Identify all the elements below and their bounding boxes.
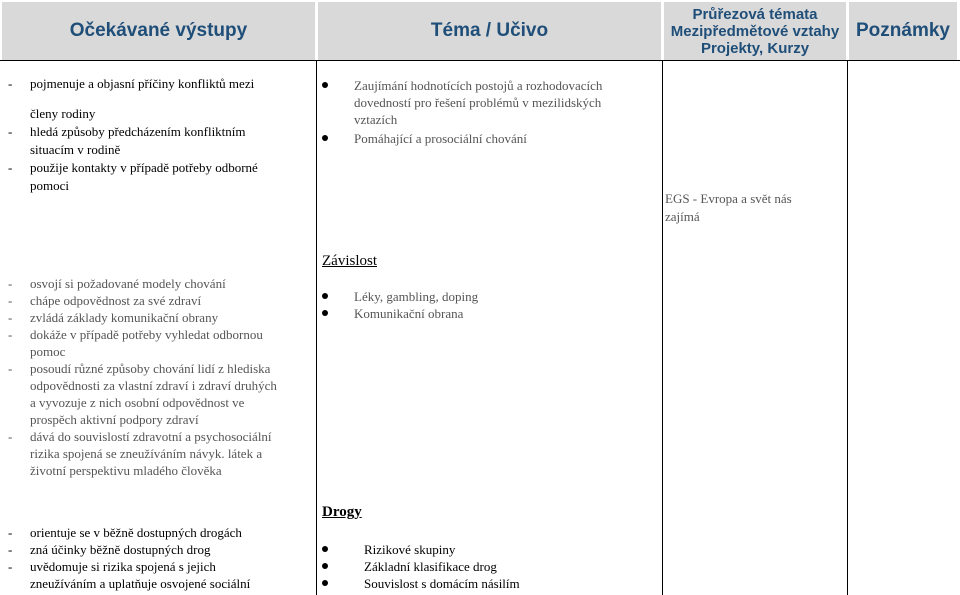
list-item: - pojmenuje a objasní příčiny konfliktů mezi (8, 76, 255, 91)
header-topic (318, 2, 661, 60)
list-item: zneužíváním a uplatňuje osvojené sociální (30, 576, 251, 591)
header-col4-label: Poznámky (856, 20, 950, 41)
header-col2-label: Téma / Učivo (430, 20, 549, 41)
bullet-icon (322, 546, 328, 552)
bullet-icon (322, 563, 328, 569)
list-item: Základní klasifikace drog (322, 558, 667, 575)
header-expected-outcomes (2, 2, 315, 60)
list-item: Souvislost s domácím násilím (322, 575, 667, 592)
section3-outcomes (8, 524, 308, 592)
list-item: - uvědomuje si rizika spojená s jejich (8, 559, 216, 574)
list-item: - použije kontakty v případě potřeby odborné (8, 160, 258, 175)
header-col3-line2: Mezipředmětové vztahy (670, 22, 840, 40)
header-notes (849, 2, 957, 60)
bullet-icon (322, 310, 328, 316)
header-col1-label: Očekávané výstupy (69, 20, 248, 41)
bullet-icon (322, 82, 328, 88)
section2-topics (322, 288, 667, 322)
list-item: rizika spojená se zneužíváním návyk. látek a (30, 446, 263, 461)
section1-outcomes (8, 75, 308, 195)
bullet-icon (322, 135, 328, 141)
section2-outcomes (8, 275, 308, 479)
list-item: - osvojí si požadované modely chování (8, 276, 226, 291)
list-item: Komunikační obrana (322, 305, 667, 322)
list-item: situacím v rodině (30, 142, 121, 157)
list-item: - dává do souvislostí zdravotní a psychosociální (8, 429, 272, 444)
list-item: - dokáže v případě potřeby vyhledat odbornou (8, 327, 263, 342)
list-item: pomoci (30, 178, 69, 193)
list-item: členy rodiny (30, 106, 96, 121)
list-item: odpovědnosti za vlastní zdraví i zdraví druhých (30, 378, 277, 393)
column-divider-3 (847, 60, 848, 595)
list-item: Rizikové skupiny (322, 541, 667, 558)
list-item: prospěch aktivní podpory zdraví (30, 412, 199, 427)
list-item: - hledá způsoby předcházením konfliktním (8, 124, 246, 139)
list-item: a vyvozuje z nich osobní odpovědnost ve (30, 395, 245, 410)
list-item: Zaujímání hodnotících postojů a rozhodovacích dovedností pro řešení problémů v mezilidských vztazích (322, 77, 667, 128)
list-item: pomoc (30, 344, 66, 359)
list-item: - chápe odpovědnost za své zdraví (8, 293, 202, 308)
section1-topics (322, 77, 667, 147)
crosscutting-note: EGS - Evropa a svět nás zajímá (665, 191, 792, 224)
header-divider (0, 60, 960, 61)
list-item: - orientuje se v běžně dostupných drogách (8, 525, 242, 540)
header-col3-line1: Průřezová témata (692, 5, 818, 23)
header-col3-line3: Projekty, Kurzy (700, 39, 810, 57)
list-item: Pomáhající a prosociální chování (322, 130, 667, 147)
column-divider-1 (316, 60, 317, 595)
list-item: Léky, gambling, doping (322, 288, 667, 305)
list-item: - posoudí různé způsoby chování lidí z hlediska (8, 361, 271, 376)
header-crosscutting (664, 2, 846, 60)
list-item: - zvládá základy komunikační obrany (8, 310, 219, 325)
list-item: - zná účinky běžně dostupných drog (8, 542, 211, 557)
section2-title: Závislost (322, 253, 377, 269)
bullet-icon (322, 293, 328, 299)
section3-topics (322, 541, 667, 592)
section3-title: Drogy (322, 504, 362, 520)
bullet-icon (322, 580, 328, 586)
list-item: životní perspektivu mladého člověka (30, 463, 222, 478)
